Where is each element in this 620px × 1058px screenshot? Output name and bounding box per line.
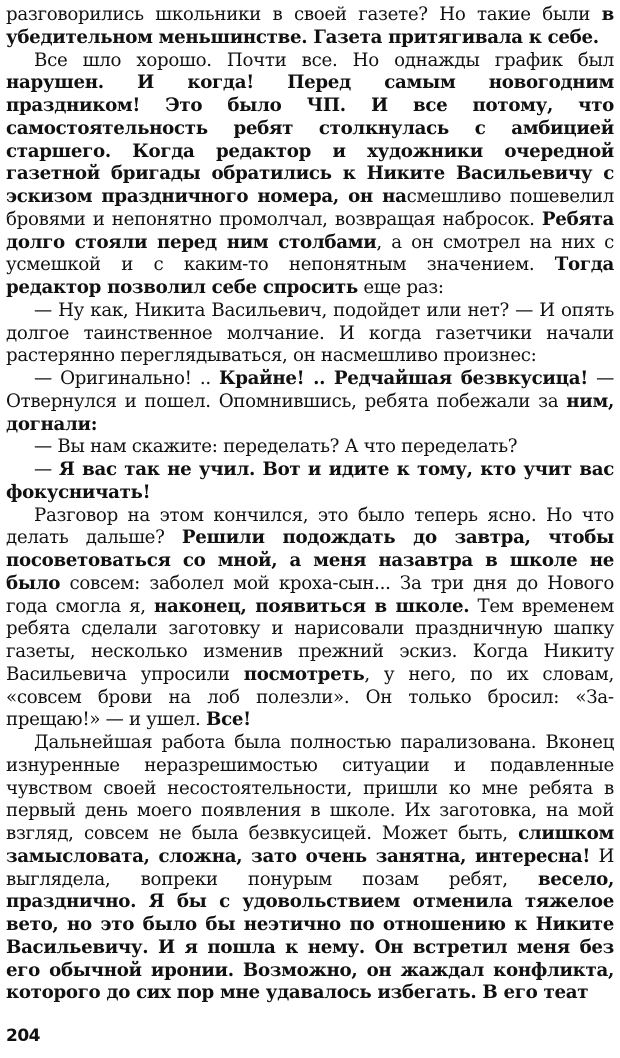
text-run: Разговор на этом кончился, это было теперь ясно. Но что делать дальше?	[6, 504, 614, 549]
text-run: — Оригинально! ..	[34, 368, 220, 389]
text-run: Все шло хорошо. Почти все. Но однажды график был	[34, 49, 614, 71]
paragraph	[6, 436, 614, 459]
paragraph	[6, 50, 614, 300]
bold-text-run: Тогда редактор позволил себе спросить	[6, 254, 614, 298]
paragraph	[6, 300, 614, 368]
bold-text-run: Я вас так не учил. Вот и идите к тому, кто учит вас фокусничать!	[6, 459, 614, 503]
bold-text-run: Все!	[206, 709, 251, 731]
text-run: — Отвернулся и пошел. Опомнившись, ребята побежали за	[6, 368, 614, 412]
page-number: 204	[6, 1026, 40, 1046]
paragraph	[6, 4, 614, 50]
text-run: —	[34, 459, 59, 480]
text-run: , а он смотрел на них с усмешкой и с каким-то непонятным значением.	[6, 231, 614, 276]
text-run: разговорились школьники в своей газете? Но такие были	[6, 4, 602, 25]
bold-text-run: ним, догнали:	[6, 390, 614, 435]
paragraph	[6, 368, 614, 436]
text-run: — Вы нам скажите: переделать? А что переделать?	[34, 436, 518, 458]
bold-text-run: посмотреть	[243, 663, 365, 685]
text-run: , у него, по их словам, «совсем брови на лоб полезли». Он только бросил: «Запрещаю!» — и ушел.	[6, 663, 614, 731]
bold-text-run: слишком замысловата, сложна, зато очень занятна, интересна!	[6, 823, 614, 867]
paragraph	[6, 459, 614, 505]
text-run: — Ну как, Никита Васильевич, подойдет или нет? — И опять долгое таинственное молчание. И когда газетчики начали растерянно переглядываться, он насмешливо произнес:	[6, 299, 614, 367]
page-body-text	[6, 4, 614, 1005]
text-run: Дальнейшая работа была полностью парализована. Вконец изнуренные неразрешимостью ситуации и подавленные чувством своей несостоятельности, пришли ко мне ребята в первый день моего появления в школе. Их заготовка, на мой взгляд, совсем не была безвкусицей. Может быть,	[6, 732, 614, 844]
bold-text-run: Крайне! .. Редчайшая безвкусица!	[219, 368, 588, 389]
text-run: Тем временем ребята сделали заготовку и нарисовали праздничную шапку газеты, несколько изменив прежний эскиз. Когда Никиту Васильевича упросили	[6, 595, 615, 685]
text-run: И выглядела, вопреки понурым позам ребят,	[6, 845, 615, 890]
bold-text-run: в убедительном меньшинстве. Газета притягивала к себе.	[6, 4, 614, 48]
bold-text-run: наконец, появиться в школе.	[153, 595, 470, 617]
bold-text-run: Решили подождать до завтра, чтобы посоветоваться со мной, а меня назавтра в школе не было	[6, 527, 614, 594]
text-run: смешливо пошевелил бровями и непонятно промолчал, возвращая набросок.	[6, 186, 615, 230]
paragraph	[6, 732, 614, 1005]
bold-text-run: весело, празднично. Я бы с удовольствием отменила тяжелое вето, но это было бы неэтично по отношению к Никите Васильевичу. И я пошла к нему. Он встретил меня без его обычной иронии. Возможно, он жаждал конфликта, которого до сих пор мне удавалось избегать. В его теат	[6, 868, 614, 1004]
text-run: совсем: заболел мой кроха-сын... За три дня до Нового года смогла я,	[6, 572, 614, 617]
bold-text-run: нарушен. И когда! Перед самым новогодним праздником! Это было ЧП. И все потому, что самостоятельность ребят столкнулась с амбицией старшего. Когда редактор и художники очередной газетной бригады обратились к Никите Васильевичу с эскизом праздничного номера, он на	[6, 72, 614, 207]
text-run: еще раз:	[357, 277, 444, 298]
paragraph	[6, 505, 614, 733]
bold-text-run: Ребята долго стояли перед ним столбами	[6, 208, 614, 253]
